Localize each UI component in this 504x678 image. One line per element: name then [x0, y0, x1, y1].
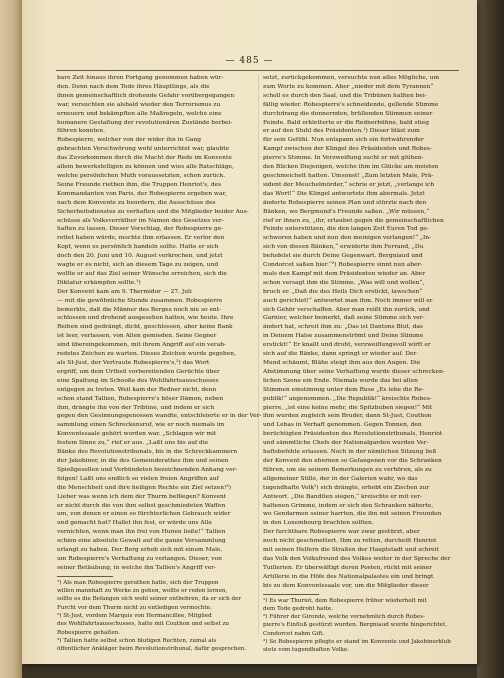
text-line: änderte Robespierre seinen Plan und stürzte nach den — [263, 199, 427, 206]
text-line: wagte er es nicht, sich an diesem Tage zu zeigen, und — [57, 262, 219, 269]
text-line: Stimmen einstimmig unter dem Ruse „Es lebe die Re- — [263, 386, 424, 393]
text-line: setzt, zurückgekommen, versuchte nun alles Mögliche, um — [263, 75, 440, 81]
text-line: bis zu dem Konventssaale vor, um die Mitglieder dieser — [263, 582, 429, 589]
text-line: zum Worte zu kommen. Aber „nieder mit dem Tyrannen“ — [263, 83, 434, 90]
text-line: doch den 20. Juni und 10. August verkrochen, und jetzt — [57, 253, 223, 260]
text-line: durchdrang die donnernden, brüllenden Stimmen seiner — [263, 110, 433, 117]
text-line: haltenen Grimme, indem er sich den Schranken näherte, — [263, 502, 434, 509]
text-line: schien eine absolute Gewalt auf die ganze Versammlung — [57, 538, 226, 545]
text-line: rettet haben würde, mochte ihm erlassen. Er verlor den — [57, 235, 225, 242]
text-line: erlangt zu haben. Der Berg erhob sich mit einem Male, — [57, 547, 223, 554]
footnote-line: öffentlicher Ankläger beim Revolutionstribunal, dafür gesprochen. — [57, 646, 247, 653]
text-line: schon versagt ihm die Stimme. „Was will und wollen“, — [263, 279, 425, 286]
text-line: erneuern und bekämpften alle Maßregeln, welche eine — [57, 110, 222, 117]
text-line: mals den Kampf mit dem Präsidenten wieder an. Aber — [263, 270, 426, 277]
text-line: Kampf zwischen der Klingel des Präsidenten und Robes- — [263, 146, 432, 153]
text-line: war, versuchten sie alsbald wieder den Terrorismus zu — [57, 101, 221, 108]
text-line: nach dem Konvente zu beordern, die Ausschüsse des — [57, 199, 216, 206]
text-line: geschmeichelt hatten. Umsonst! „Zum letzten Male, Prä- — [263, 172, 434, 179]
page-number: — 485 — — [225, 56, 274, 66]
text-line: haften zu lassen. Dieser Vorschlag, der Robespierre ge- — [57, 226, 224, 233]
text-line: ihnen gemeinschaftlich drohende Gefahr vorübergegangen — [57, 92, 235, 99]
text-line: Diktatur erkämpfen sollte.¹) — [57, 279, 141, 286]
text-line: sammlung einen Schreckensruf, wie er noch niemals im — [57, 422, 225, 429]
text-line: Lieber was wenn ich dem der Thurm befliegen? Konvent — [57, 493, 227, 500]
text-line: der Jakobiner, in die des Gemeinderathes ihm und seinen — [57, 457, 229, 464]
text-line: in Deinem Halse zusammenströmt und Deine Stimme — [263, 333, 424, 340]
text-line: und gemacht hat? Hallet ihn fest, er würde uns Alle — [57, 520, 212, 527]
text-line: führen, um sie seinem Bemerkungen zu verhören, als zu — [263, 466, 432, 473]
footnote-line: stets vom tugendhaften Volke. — [263, 647, 349, 654]
text-line: Antwort. „Die Banditen siegen,“ kreischte er mit ver- — [263, 493, 423, 500]
text-line: der Konvent den ehernen so Gefangenen vor die Schranken — [263, 457, 442, 464]
footnote-line: ²) Führer der Gironde, welche vornehmlich durch Robes- — [263, 614, 425, 621]
page-edge-bottom — [22, 664, 477, 678]
right-column — [263, 74, 459, 654]
text-line: eine Spaltung im Schooße des Wohlfahrtsausschusses — [57, 377, 219, 384]
text-line: ihm wurden zugleich sein Bruder, dann St-Just, Couthon — [263, 413, 432, 420]
text-line: Kopf, wenn es persönlich handeln sollte. Hatte er sich — [57, 244, 219, 251]
text-line: erstickt!“ Er knallt und droht, verzweiflungsvoll wirft er — [263, 342, 431, 349]
column-separator — [258, 74, 259, 634]
text-line: bruch er. „Daß die des Heils Dich erstickt, lawschen“ — [263, 288, 423, 295]
text-line: sich von diesen Bänken,“ erwiderte ihm Ferrand, „Du — [263, 244, 424, 251]
text-line: Feinde. Bald erkletterte er die Rednerbühne, bald stieg — [263, 119, 430, 126]
text-line: das Volk den Volksfreund des Volkes weiter in der Spreche der — [263, 555, 451, 562]
text-line: Bänken, wo Bergmund's Freunde saßen. „Wir müssen,“ — [263, 208, 430, 215]
right-body-text — [263, 74, 459, 591]
text-line: ändert hat, schreit ihm zu: „Das ist Dantons Blut, das — [263, 324, 423, 331]
text-line: ist leer, verlassen, von Allen gemieden. Seine Gegner — [57, 333, 217, 340]
footnote-rule — [57, 576, 113, 577]
text-line: Sicherheitsdienstes zu verhaften und die Mitglieder beider Aus- — [57, 208, 249, 215]
left-footnotes — [57, 579, 253, 654]
text-line: führen konnten. — [57, 128, 105, 135]
text-line: schlossen und drohend ausgesehen hatten, wie heute. Ihre — [57, 315, 234, 322]
text-line: Garnier, welcher bemerkt, daß seine Stimme sich ver- — [263, 315, 425, 322]
text-line: Seine Freunde riethen ihm, die Truppen Henriot's, des — [57, 181, 222, 188]
footnote-line: ²) St-Just, vordem Marquis von Hermancillee, Mitglied — [57, 612, 212, 619]
text-line: Der Konvent kam am 9. Thermidor — 27. Juli — [57, 288, 192, 295]
text-line: Reihen sind gedrängt, dicht, geschlossen, aber keine Bank — [57, 324, 233, 331]
text-line: sich Gehör verschaffen. Aber man reißt ihn zurück, und — [263, 306, 430, 313]
text-line: gegen den Gesinnungsgenossen wandte, entschleierte er in der Ver- — [57, 413, 262, 420]
text-line: bemerkte, daß die Männer des Berges noch nie so ent- — [57, 306, 222, 313]
footnote-line: ¹) Als man Robespierre gerathen hatte, sich der Truppen — [57, 579, 219, 586]
text-line: er nicht durch die von ihm selbst geschmiedeten Waffen — [57, 502, 226, 509]
text-line: Kommandanten von Paris, der Robespierre ergeben war, — [57, 190, 227, 197]
text-line: den Blicken Diejenigen, welche ihm im Glücke am meisten — [263, 164, 439, 171]
text-line: folgen! Laßt uns endlich so vielen freien Angriffen auf — [57, 475, 219, 482]
text-line: das Wort!“ Die Klingel antwortete ihm abermals. Jetzt — [263, 190, 425, 197]
text-line: entgegen zu treten. Weil kam der Redner nicht, denn — [57, 386, 217, 393]
text-line: für sein Gefühl. Nun entspann sich ein fortwährender — [263, 137, 424, 144]
footnote-line: ³) So Robespierre pflegte er stand im Konvente und Jakobinerklub — [263, 639, 451, 646]
text-line: Condorcet saßen hier.“²) Robespierre sinnt nun aber- — [263, 262, 423, 269]
text-line: scholl es durch den Saal, und die Tribünen hallten bei- — [263, 92, 427, 99]
book-spine — [0, 0, 22, 678]
text-line: publik!“ angenommen. „Die Republik!“ kreischte Robes- — [263, 395, 432, 402]
text-line: sident der Meuchelmörder,“ schrie er jetzt, „verlange ich — [263, 181, 435, 188]
text-line: fällig wieder. Robespierre's schneidende, gellende Stimme — [263, 101, 439, 108]
footnote-line: pierre's Einfluß gestürzt wurden. Bergniaud wurde hingerichtet, — [263, 622, 447, 629]
text-line: mit seinen Helfern die Straßen der Hauptstadt und schreit — [263, 547, 439, 554]
text-line: haftsbefehle erlassen. Noch in der nämlichen Sitzung ließ — [263, 449, 437, 456]
right-footnotes — [263, 597, 459, 655]
text-line: Artillerie in die Höfe des Nationalpalastes ein und bringt — [263, 573, 434, 580]
text-line: als St-Just, der Vertraute Robespierre's,²) das Wort — [57, 360, 210, 366]
text-line: allgemeiner Stille, der in der Galerien wahr, wo das — [263, 475, 418, 482]
text-line: um, von denen er einen so fürchterlichen Gebrauch wider — [57, 511, 231, 518]
text-line: noch nicht geschmettert. Ihm zu retten, durcheilt Henriot — [263, 538, 437, 545]
footnote-line: ¹) Es war Thuriot, dem Robespierre früher wiederholt mit — [263, 597, 427, 604]
text-line: gebrachten Verschwörung wohl unterrichtet war, glaubte — [57, 146, 230, 153]
text-line: berüchtigten Präsidenten des Revolutionstribunals, Henriot — [263, 431, 443, 438]
text-line: tugendhafte Volk¹) sich drängte, erhebt ein Zischen zur — [263, 484, 430, 491]
page-edge-right — [477, 0, 504, 678]
text-line: Bänke des Revolutionstribunals, bis in die Schreckkammern — [57, 449, 238, 456]
text-line: pierre, „ist eine keine mehr, die Spitzbuben siegen!“ Mit — [263, 404, 433, 411]
footnote-line: des Wohlfahrtsausschusses, hatte mit Couthon und selbst zu — [57, 621, 230, 628]
text-line: er auf den Stuhl des Präsidenten.¹) Dieser bläst zum — [263, 128, 420, 135]
text-line: das Zuvorkommen durch die Macht der Rede im Konvente — [57, 155, 232, 162]
text-line: bare Zeit hinaus ihren Fortgang genommen haben wür- — [57, 75, 224, 81]
text-line: pierre's Stimme. In Verzweiflung sucht er mit glühen- — [263, 155, 424, 162]
text-line: Robespierre, welcher von der wider ihn in Gang — [57, 137, 201, 144]
text-line: sind übereingekommen, mit ihrem Angriff auf ein verab- — [57, 342, 226, 349]
text-line: humanere Gestaltung der revolutionären Zustände herbei- — [57, 119, 233, 126]
text-line: allein bewerkstelligen zu können und wies alle Ratschläge, — [57, 164, 234, 171]
footnote-line: Condorcet nahm Gift. — [263, 630, 325, 637]
text-line: — mit die gewöhnliche Stunde zusammen. Robespierre — [57, 297, 223, 304]
text-line: rief er ihnen zu, „ihr, erlaubet gegen die gemeinschaftlichen — [263, 217, 444, 224]
text-line: Konventssaale gehört worden war. „Schlagen wir mit — [57, 431, 217, 438]
footnote-line: willen mannhaft zu Werke zu gehen, wollte er reden lernen, — [57, 588, 228, 595]
book-page — [22, 0, 477, 664]
text-line: sich auf die Bänke, dann springt er wieder auf. Der — [263, 351, 417, 358]
text-line: festem Sinne zu,“ rief er aus. „Laßt uns bis auf die — [57, 440, 209, 447]
text-line: wo Gendarmen seiner harrten, die ihn mit seinen Freunden — [263, 511, 442, 518]
text-line: schworen haben und nun den meinigen verlangen!“ „In- — [263, 235, 432, 242]
footnote-rule — [263, 594, 319, 595]
footnote-line: dem Tode gedroht hatte. — [263, 605, 333, 612]
text-line: wollte er auf das Ziel seiner Wünsche erreichen, sich die — [57, 270, 227, 277]
footnote-line: Furcht vor dem Thurm nicht zu entledigen vermochte. — [57, 604, 212, 611]
header-rule — [56, 70, 459, 71]
text-line: den. Denn nach dem Tode ihres Häuptlings, als die — [57, 83, 210, 90]
left-body-text — [57, 74, 262, 573]
text-line: Der furchtbare Robespierre war zwar gestürzt, aber — [263, 529, 420, 536]
text-line: Mund schäumt, Blähe steigt ihm aus den Augen. Die — [263, 360, 421, 366]
text-line: und sämmtliche Chefs der Nationalgarden wurden Ver- — [263, 440, 429, 447]
footnote-line: Robespierre gehalten. — [57, 629, 121, 636]
text-line: um Robespierre's Verhaftung zu verlangen. Dieser, von — [57, 555, 222, 562]
text-line: Tuillerien. Er überwältigt deren Posten, rückt mit seiner — [263, 564, 432, 571]
text-line: redetes Zeichen zu warten. Dieses Zeichen wurde gegeben, — [57, 351, 236, 358]
text-line: ergriff, um dem Urtheil vorbereitenden Gerüchte über — [57, 368, 220, 375]
text-line: Abstimmung über seine Verhaftung wurde dieser schrecken- — [263, 368, 445, 375]
text-line: lichen Szene ein Ende. Niemals wurde das bei allen — [263, 377, 418, 384]
text-line: in den Luxembourg brachten sollten. — [263, 520, 374, 527]
text-line: ihm, drängte ihn von der Tribüne, und indem er sich — [57, 404, 215, 411]
text-line: auch gerichtet!“ antwortet man ihm. Noch immer will er — [263, 297, 433, 304]
text-line: vernichten, wenn man ihn frei von Hunen ließe!“ Tallien — [57, 529, 226, 536]
text-line: die Menschheit und ihre heiligen Rechte ein Ziel setzen!³) — [57, 484, 232, 491]
left-column — [57, 74, 262, 653]
footnote-line: ³) Tallien hatte selbst schon blutigen Rechten, zumal als — [57, 637, 217, 644]
text-line: Spießgesellen und Verbündeten bezeichnenden Anhang ver- — [57, 466, 238, 473]
text-line: welche persönlichen Muth voraussetzten, schon zurück. — [57, 172, 226, 179]
text-line: seiner Betäubung, in welche ihn Tallien's Angriff ver- — [57, 564, 217, 571]
text-line: schon stand Tallien, Robespierre's böser Dämon, neben — [57, 395, 224, 402]
footnote-line: sollte es die Befangen sich wohl seiner entbehren, da er sich der — [57, 596, 242, 603]
text-line: Feinde unterstützen, die den langen Zeit Euren Tod ge- — [263, 226, 429, 233]
text-line: und Lebas in Verhaft genommen. Gegen Tonnen, den — [263, 422, 422, 429]
text-line: befudelst sie durch Deine Gegenwart. Bergniaud und — [263, 253, 423, 260]
text-line: schüsse als Volksverräther im Namen des Gesetzes ver- — [57, 217, 224, 224]
